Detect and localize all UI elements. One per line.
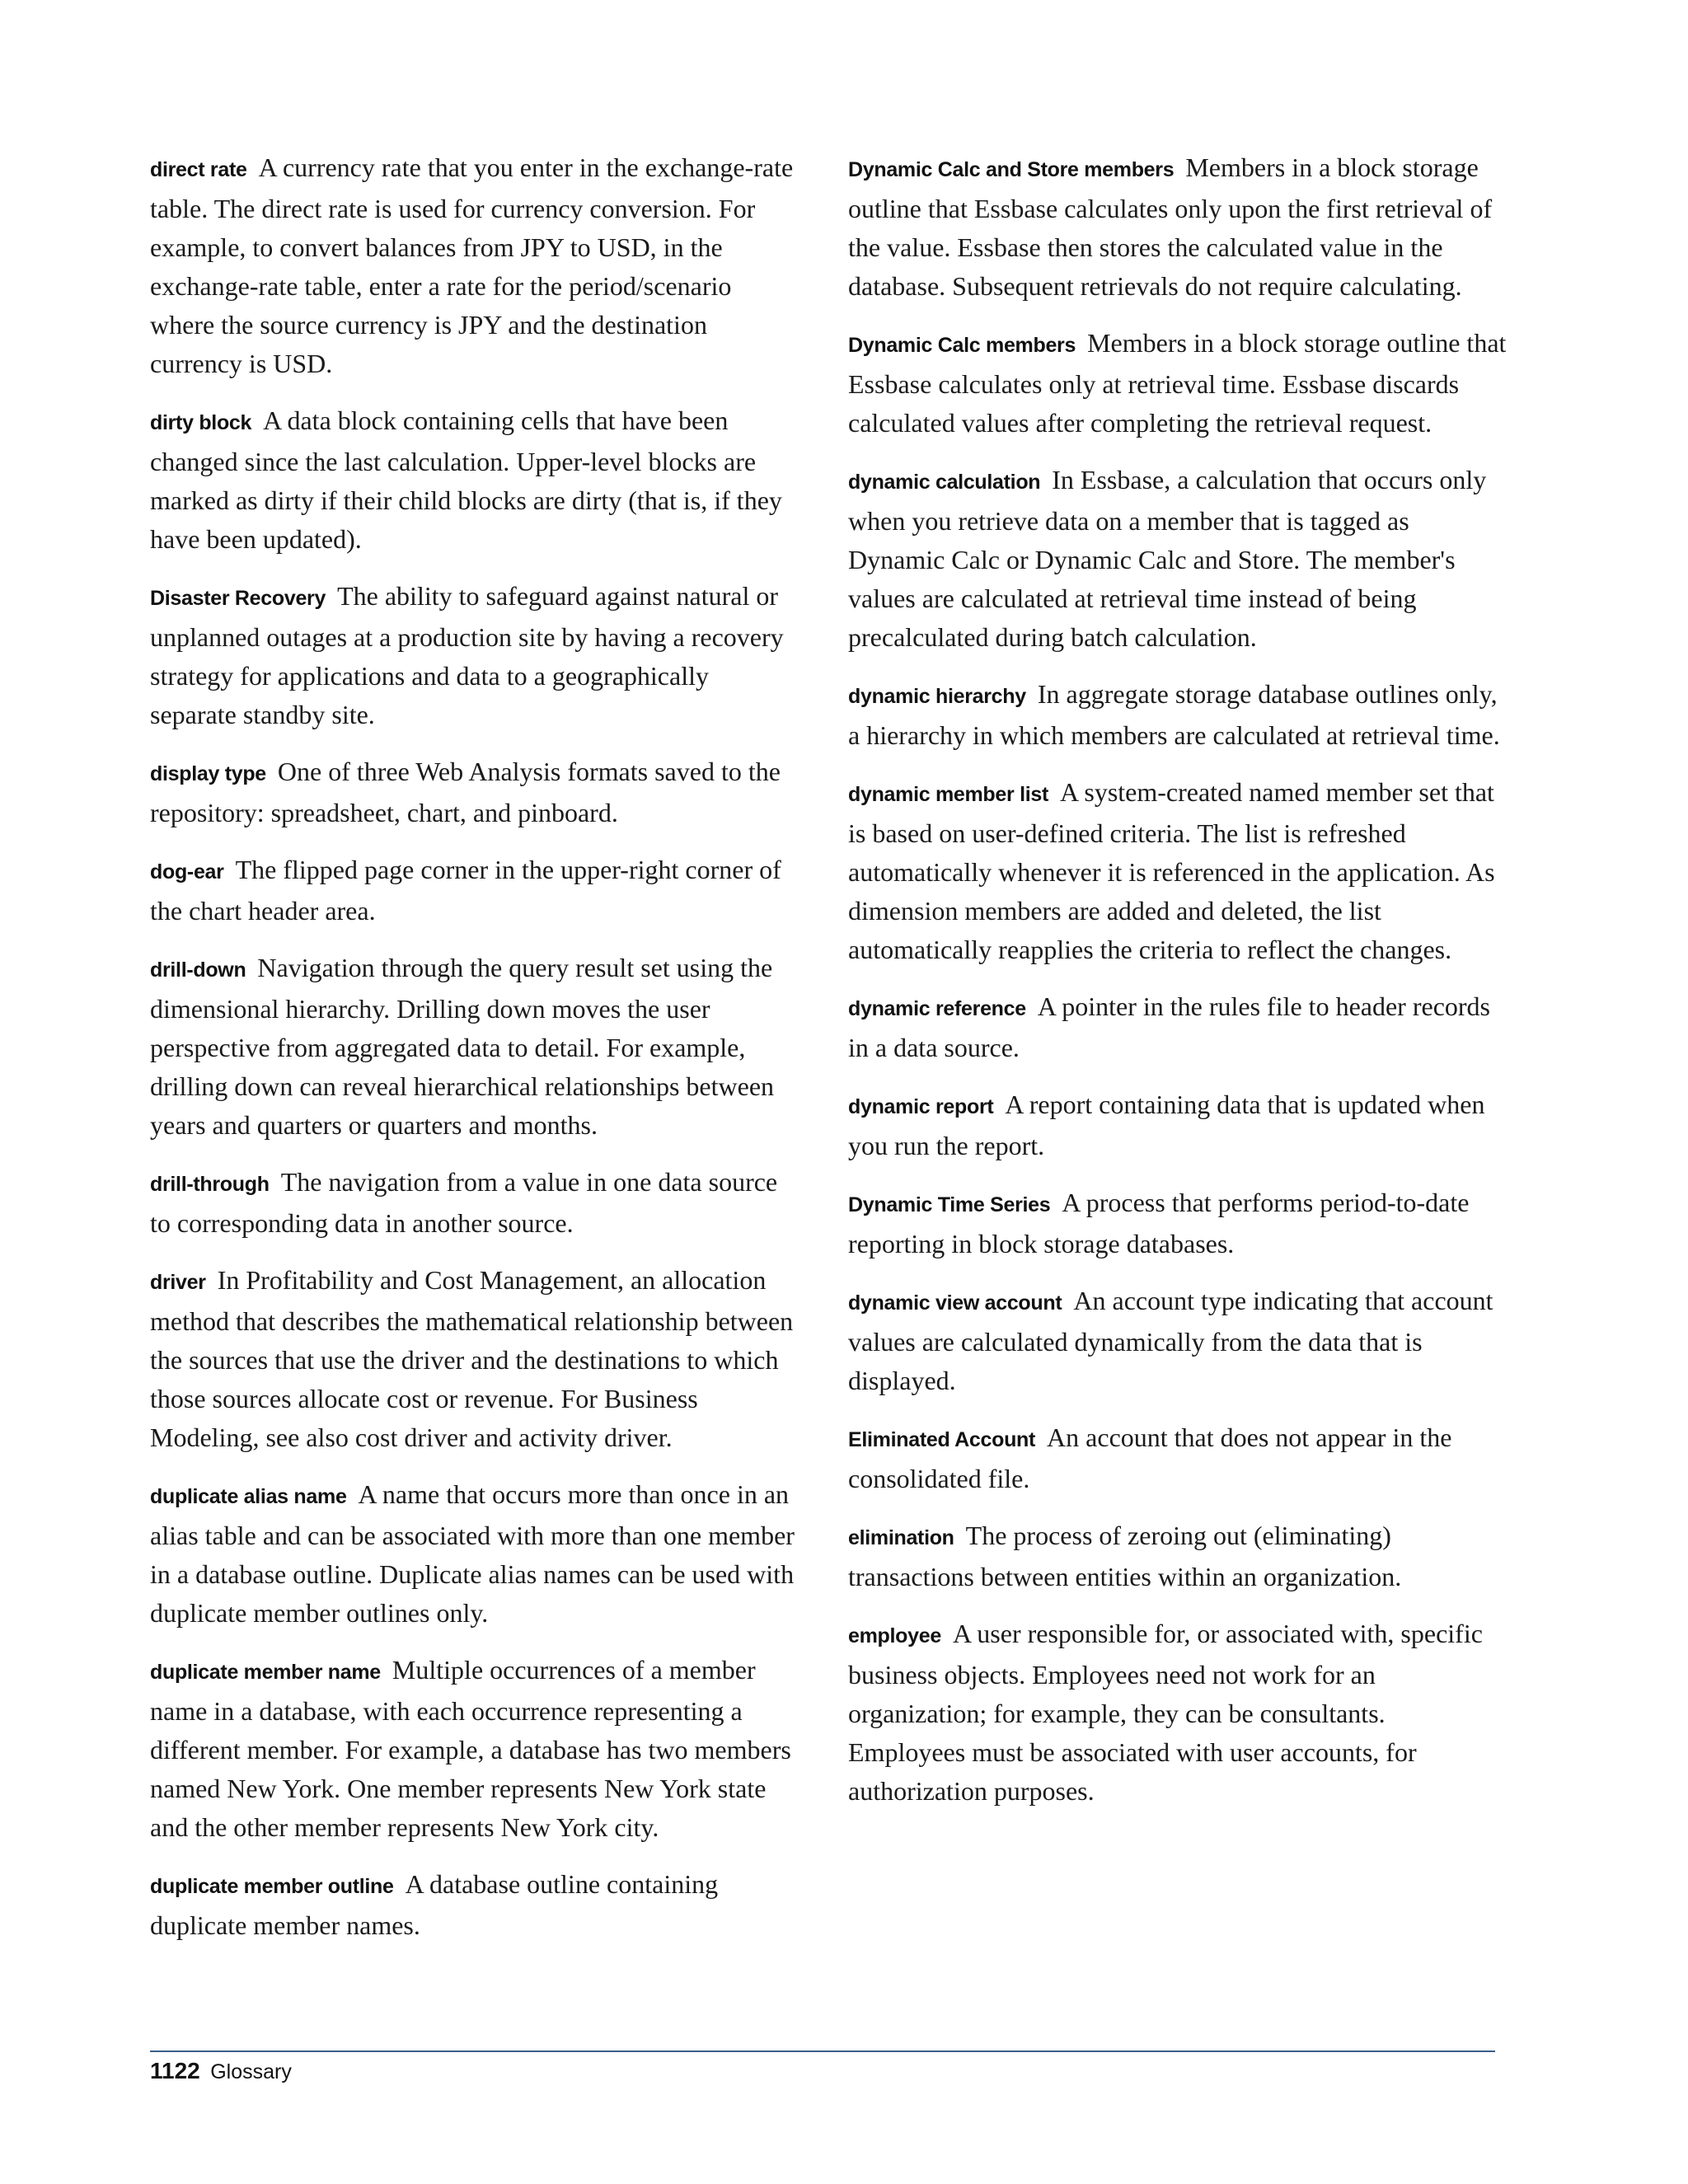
glossary-definition: The navigation from a value in one data source to corresponding data in another source. (150, 1167, 778, 1238)
glossary-definition: The flipped page corner in the upper-right corner of the chart header area. (150, 855, 781, 926)
glossary-entry (150, 148, 801, 383)
page-footer (150, 2058, 292, 2084)
glossary-term: dirty block (150, 411, 252, 434)
glossary-entry (150, 577, 801, 734)
glossary-entry (150, 1261, 801, 1457)
glossary-entry (848, 1516, 1507, 1596)
glossary-entry (848, 1615, 1507, 1811)
glossary-definition: A system-created named member set that is based on user-defined criteria. The list is refreshed automatically whenever it is referenced in the application. As dimension members are added and deleted, the list automatically reapplies the criteria to reflect the changes. (848, 777, 1495, 964)
glossary-term: driver (150, 1271, 206, 1294)
glossary-term: duplicate member name (150, 1661, 381, 1684)
right-column (848, 148, 1507, 1829)
glossary-definition: One of three Web Analysis formats saved to the repository: spreadsheet, chart, and pinboard. (150, 757, 781, 827)
glossary-entry (150, 752, 801, 832)
glossary-term: drill-down (150, 958, 246, 982)
footer-rule (150, 2050, 1495, 2052)
glossary-entry (150, 1475, 801, 1633)
glossary-term: Dynamic Calc and Store members (848, 158, 1175, 181)
glossary-entry (150, 1865, 801, 1945)
glossary-term: Eliminated Account (848, 1428, 1036, 1451)
glossary-definition: A data block containing cells that have been changed since the last calculation. Upper-level blocks are marked as dirty if their child blocks are dirty (that is, if they have been updated). (150, 405, 782, 554)
glossary-definition: In aggregate storage database outlines only, a hierarchy in which members are calculated at retrieval time. (848, 679, 1500, 750)
glossary-definition: A pointer in the rules file to header records in a data source. (848, 991, 1490, 1062)
glossary-entry (848, 1282, 1507, 1400)
glossary-definition: A report containing data that is updated when you run the report. (848, 1090, 1485, 1160)
glossary-definition: A process that performs period-to-date reporting in block storage databases. (848, 1188, 1470, 1258)
glossary-entry (848, 773, 1507, 969)
glossary-entry (150, 1651, 801, 1847)
glossary-entry (848, 987, 1507, 1067)
glossary-entry (848, 1085, 1507, 1165)
glossary-term: Disaster Recovery (150, 587, 326, 610)
glossary-term: duplicate alias name (150, 1485, 347, 1508)
glossary-term: drill-through (150, 1173, 270, 1196)
glossary-entry (848, 324, 1507, 443)
glossary-term: dog-ear (150, 860, 224, 883)
glossary-definition: Navigation through the query result set using the dimensional hierarchy. Drilling down moves the user perspective from aggregated data to detail. For example, drilling down can reveal hierarchical relationships between years and quarters or quarters and months. (150, 953, 775, 1140)
section-name: Glossary (210, 2060, 292, 2083)
glossary-term: duplicate member outline (150, 1875, 394, 1898)
glossary-entry (848, 148, 1507, 306)
glossary-definition: An account that does not appear in the consolidated file. (848, 1422, 1452, 1493)
glossary-term: employee (848, 1624, 941, 1647)
glossary-entry (848, 1183, 1507, 1263)
glossary-term: dynamic report (848, 1095, 994, 1118)
glossary-definition: Members in a block storage outline that Essbase calculates only upon the first retrieval of the value. Essbase then stores the calculated value in the database. Subsequent retrievals do not require calculating. (848, 152, 1493, 301)
glossary-term: Dynamic Calc members (848, 334, 1076, 357)
left-column (150, 148, 801, 1963)
glossary-term: Dynamic Time Series (848, 1193, 1051, 1216)
glossary-term: elimination (848, 1526, 954, 1549)
glossary-term: dynamic calculation (848, 471, 1041, 494)
glossary-entry (150, 851, 801, 930)
glossary-entry (848, 675, 1507, 755)
glossary-definition: In Essbase, a calculation that occurs only when you retrieve data on a member that is tagged as Dynamic Calc or Dynamic Calc and Store. The member's values are calculated at retrieval time instead of being precalculated during batch calculation. (848, 465, 1487, 652)
glossary-term: direct rate (150, 158, 247, 181)
glossary-definition: An account type indicating that account values are calculated dynamically from the data that is displayed. (848, 1286, 1493, 1395)
glossary-definition: Members in a block storage outline that Essbase calculates only at retrieval time. Essbase discards calculated values after completing the retrieval request. (848, 328, 1507, 438)
glossary-definition: The ability to safeguard against natural or unplanned outages at a production site by having a recovery strategy for applications and data to a geographically separate standby site. (150, 581, 784, 729)
glossary-term: display type (150, 762, 266, 785)
glossary-definition: A currency rate that you enter in the exchange-rate table. The direct rate is used for currency conversion. For example, to convert balances from JPY to USD, in the exchange-rate table, enter a rate for the period/scenario where the source currency is JPY and the destination currency is USD. (150, 152, 794, 378)
glossary-definition: A name that occurs more than once in an alias table and can be associated with more than one member in a database outline. Duplicate alias names can be used with duplicate member outlines only. (150, 1479, 795, 1628)
glossary-definition: A database outline containing duplicate member names. (150, 1869, 719, 1940)
glossary-entry (150, 949, 801, 1145)
glossary-term: dynamic reference (848, 997, 1026, 1020)
glossary-term: dynamic view account (848, 1291, 1062, 1315)
page-number: 1122 (150, 2058, 200, 2083)
glossary-term: dynamic hierarchy (848, 685, 1026, 708)
glossary-definition: In Profitability and Cost Management, an allocation method that describes the mathematical relationship between the sources that use the driver and the destinations to which those sources allocate cost or revenue. For Business Modeling, see also cost driver and activity driver. (150, 1265, 794, 1452)
glossary-term: dynamic member list (848, 783, 1049, 806)
glossary-entry (150, 1163, 801, 1243)
glossary-entry (848, 1418, 1507, 1498)
glossary-definition: The process of zeroing out (eliminating) transactions between entities within an organization. (848, 1521, 1402, 1591)
glossary-definition: A user responsible for, or associated with, specific business objects. Employees need not work for an organization; for example, they can be consultants. Employees must be associated with user accounts, for authorization purposes. (848, 1619, 1483, 1806)
glossary-definition: Multiple occurrences of a member name in a database, with each occurrence representing a different member. For example, a database has two members named New York. One member represents New York state and the other member represents New York city. (150, 1655, 791, 1842)
glossary-entry (848, 461, 1507, 657)
glossary-entry (150, 401, 801, 559)
